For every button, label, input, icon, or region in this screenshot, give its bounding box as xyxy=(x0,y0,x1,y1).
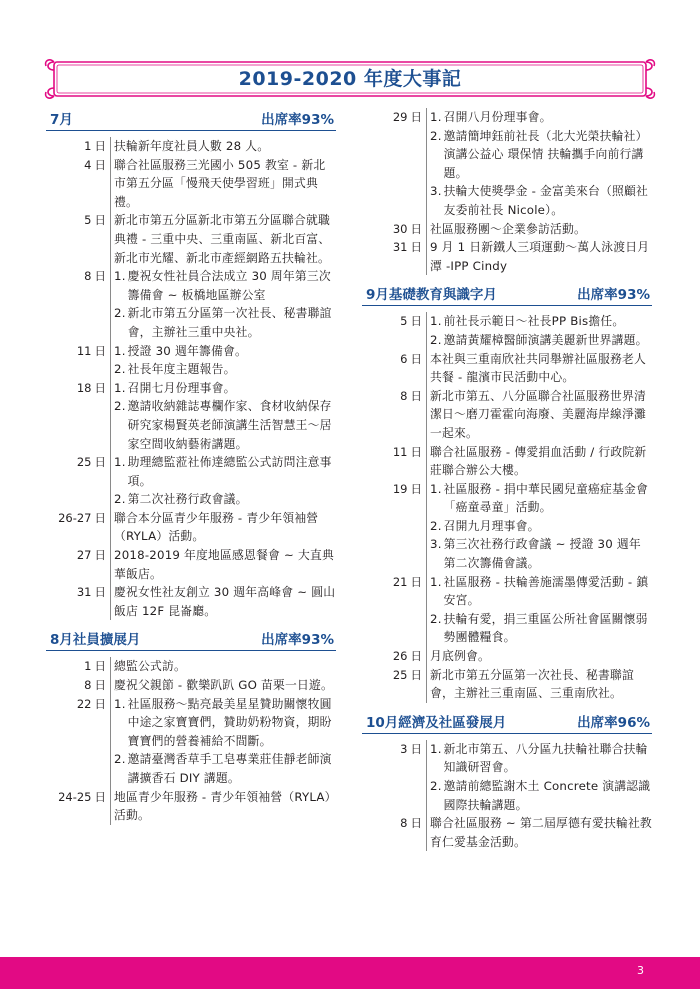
event-day-unit: 日 xyxy=(94,343,106,358)
event-day: 26-27 xyxy=(58,510,92,525)
event-date xyxy=(362,108,426,127)
event-sub-item xyxy=(430,517,652,536)
event-entry xyxy=(46,156,336,212)
event-date xyxy=(362,666,426,685)
event-sub-number: 2. xyxy=(430,518,442,533)
event-text: 本社與三重南欣社共同舉辦社區服務老人共餐 - 龍濱市民活動中心。 xyxy=(430,351,646,385)
event-sub-item xyxy=(114,490,336,509)
event-day: 8 xyxy=(400,388,408,403)
event-day-unit: 日 xyxy=(410,741,422,756)
event-sub-text: 扶輪有愛，捐三重區公所社會區關懷弱勢團體糧食。 xyxy=(443,611,648,645)
event-entry xyxy=(362,647,652,666)
event-entry xyxy=(46,657,336,676)
event-day: 5 xyxy=(400,314,408,329)
event-day-unit: 日 xyxy=(410,444,422,459)
event-entry xyxy=(46,546,336,583)
page-number: 3 xyxy=(637,964,644,977)
event-day: 25 xyxy=(76,455,92,470)
event-body xyxy=(110,676,336,695)
page-title: 2019-2020 年度大事記 xyxy=(238,68,462,90)
event-day: 11 xyxy=(76,343,92,358)
event-sub-number: 1. xyxy=(430,741,442,756)
event-sub-item xyxy=(430,610,652,647)
event-day: 19 xyxy=(392,481,408,496)
event-date xyxy=(46,211,110,230)
footer-bar xyxy=(0,957,700,989)
event-entry xyxy=(362,238,652,275)
event-text: 地區青少年服務 - 青少年領袖營（RYLA）活動。 xyxy=(114,789,331,823)
event-day: 21 xyxy=(392,574,408,589)
event-entry xyxy=(362,220,652,239)
section-title: 7月 xyxy=(50,112,73,128)
event-date xyxy=(46,267,110,286)
section-header xyxy=(362,711,652,734)
event-text: 月底例會。 xyxy=(430,649,490,664)
event-entry xyxy=(46,509,336,546)
event-day: 8 xyxy=(84,269,92,284)
event-sub-text: 社區服務 - 捐中華民國兒童癌症基金會「癌童尋童」活動。 xyxy=(443,481,648,515)
event-sub-text: 第二次社務行政會議。 xyxy=(127,492,248,507)
event-sub-number: 2. xyxy=(114,399,126,414)
event-day-unit: 日 xyxy=(410,649,422,664)
event-sub-item xyxy=(114,453,336,490)
event-date xyxy=(46,453,110,472)
event-body xyxy=(110,583,336,620)
event-day-unit: 日 xyxy=(94,380,106,395)
event-sub-number: 1. xyxy=(114,696,126,711)
event-date xyxy=(362,647,426,666)
event-sub-text: 社區服務 - 扶輪善施濡墨傳愛活動 - 鎮安宮。 xyxy=(443,574,649,608)
event-day: 25 xyxy=(392,667,408,682)
event-date xyxy=(362,350,426,369)
event-entry xyxy=(362,443,652,480)
event-sub-item xyxy=(430,535,652,572)
event-sub-item xyxy=(430,573,652,610)
entry-list xyxy=(362,740,652,852)
event-day: 4 xyxy=(84,157,92,172)
event-entry xyxy=(362,480,652,573)
event-sub-text: 授證 30 週年籌備會。 xyxy=(127,343,247,358)
event-entry xyxy=(46,267,336,341)
event-day-unit: 日 xyxy=(410,221,422,236)
entry-list xyxy=(362,108,652,275)
event-day: 22 xyxy=(76,696,92,711)
event-day: 29 xyxy=(392,110,408,124)
event-sub-number: 2. xyxy=(114,492,126,507)
event-sub-text: 邀請收納雜誌專欄作家、食材收納保存研究家楊賢英老師演講生活智慧王～居家空間收納藝術講題。 xyxy=(127,399,332,451)
attendance-rate: 出席率93% xyxy=(261,632,334,649)
event-date xyxy=(46,342,110,361)
event-day-unit: 日 xyxy=(94,269,106,284)
event-entry xyxy=(46,137,336,156)
event-day-unit: 日 xyxy=(410,351,422,366)
event-date xyxy=(362,480,426,499)
event-date xyxy=(46,657,110,676)
section-header xyxy=(46,108,336,131)
event-text: 聯合社區服務 ~ 第二屆厚德有愛扶輪社教育仁愛基金活動。 xyxy=(430,816,652,849)
attendance-rate: 出席率93% xyxy=(261,112,334,128)
event-sub-number: 1. xyxy=(114,343,126,358)
event-text: 總監公式訪。 xyxy=(114,659,186,674)
event-day-unit: 日 xyxy=(410,388,422,403)
event-sub-text: 新北市第五分區第一次社長、秘書聯誼會，主辦社三重中央社。 xyxy=(127,306,332,339)
event-text: 聯合本分區青少年服務 - 青少年領袖營（RYLA）活動。 xyxy=(114,510,319,544)
event-day: 31 xyxy=(76,585,92,600)
section-title: 10月經濟及社區發展月 xyxy=(366,714,507,731)
event-sub-item xyxy=(430,182,652,219)
event-entry xyxy=(362,666,652,703)
event-day-unit: 日 xyxy=(94,548,106,563)
event-body xyxy=(110,657,336,676)
event-sub-text: 第三次社務行政會議 ~ 授證 30 週年第二次籌備會議。 xyxy=(443,537,641,571)
event-text: 9 月 1 日新鐵人三項運動～萬人泳渡日月潭 -IPP Cindy xyxy=(430,240,650,273)
event-body xyxy=(110,788,336,825)
event-body xyxy=(426,647,652,666)
event-date xyxy=(362,387,426,406)
event-sub-number: 1. xyxy=(430,110,442,124)
event-sub-number: 3. xyxy=(430,537,442,552)
section-title: 9月基礎教育與識字月 xyxy=(366,287,497,304)
event-date xyxy=(362,220,426,239)
event-date xyxy=(362,573,426,592)
event-day: 1 xyxy=(84,659,92,674)
event-sub-number: 2. xyxy=(430,128,442,143)
event-day: 26 xyxy=(392,649,408,664)
event-body xyxy=(110,509,336,546)
event-day-unit: 日 xyxy=(94,455,106,470)
event-date xyxy=(362,740,426,759)
event-sub-item xyxy=(114,360,336,379)
attendance-rate: 出席率96% xyxy=(577,714,650,731)
event-text: 2018-2019 年度地區感恩餐會 ~ 大直典華飯店。 xyxy=(114,548,335,581)
event-sub-text: 社長年度主題報告。 xyxy=(127,362,236,377)
event-sub-text: 邀請前總監謝木土 Concrete 演講認識國際扶輪講題。 xyxy=(443,779,651,812)
event-sub-item xyxy=(114,695,336,751)
event-day-unit: 日 xyxy=(410,816,422,831)
event-body xyxy=(426,443,652,480)
event-text: 聯合社區服務 - 傳愛捐血活動 / 行政院新莊聯合辦公大樓。 xyxy=(430,444,647,478)
right-column xyxy=(362,108,652,851)
event-day: 1 xyxy=(84,139,92,153)
event-sub-text: 召開九月理事會。 xyxy=(443,518,540,533)
event-body xyxy=(110,211,336,267)
event-sub-number: 2. xyxy=(114,306,126,321)
event-sub-item xyxy=(114,342,336,361)
event-sub-number: 2. xyxy=(430,779,442,793)
entry-list xyxy=(46,137,336,620)
title-banner xyxy=(44,58,656,100)
event-day: 27 xyxy=(76,548,92,563)
event-body xyxy=(426,387,652,443)
event-body xyxy=(110,267,336,341)
event-sub-text: 慶祝女性社員合法成立 30 周年第三次籌備會 ~ 板橋地區辦公室 xyxy=(127,269,331,302)
event-date xyxy=(362,238,426,257)
event-date xyxy=(362,312,426,331)
event-sub-text: 前社長示範日～社長PP Bis擔任。 xyxy=(443,314,625,329)
event-entry xyxy=(46,788,336,825)
event-sub-text: 邀請簡坤鈺前社長（北大光榮扶輪社）演講公益心 環保情 扶輪攜手向前行講題。 xyxy=(443,128,648,180)
event-body xyxy=(426,814,652,851)
event-body xyxy=(110,137,336,156)
section-header xyxy=(362,283,652,306)
event-body xyxy=(426,666,652,703)
event-day-unit: 日 xyxy=(410,574,422,589)
event-date xyxy=(46,788,110,807)
event-day-unit: 日 xyxy=(94,678,106,693)
event-day-unit: 日 xyxy=(410,481,422,496)
section-title: 8月社員擴展月 xyxy=(50,632,141,649)
event-text: 新北市第五分區第一次社長、秘書聯誼會，主辦社三重南區、三重南欣社。 xyxy=(430,667,634,701)
event-sub-number: 3. xyxy=(430,184,442,199)
event-text: 新北市第五、八分區聯合社區服務世界清潔日～磨刀霍霍向海廢、美麗海岸線淨灘一起來。 xyxy=(430,388,646,440)
event-sub-item xyxy=(114,379,336,398)
event-day-unit: 日 xyxy=(410,667,422,682)
event-day-unit: 日 xyxy=(94,213,106,228)
event-date xyxy=(46,509,110,528)
event-entry xyxy=(46,342,336,379)
event-entry xyxy=(46,453,336,509)
event-sub-number: 2. xyxy=(430,332,442,347)
event-text: 慶祝父親節 - 歡樂趴趴 GO 苗栗一日遊。 xyxy=(114,678,334,693)
event-sub-item xyxy=(114,267,336,304)
event-entry xyxy=(362,387,652,443)
event-sub-number: 2. xyxy=(114,752,126,767)
event-day-unit: 日 xyxy=(94,510,106,525)
event-sub-item xyxy=(114,397,336,453)
event-day: 6 xyxy=(400,351,408,366)
event-sub-number: 1. xyxy=(114,380,126,395)
event-sub-text: 社區服務～點亮最美星星贊助關懷牧圓中途之家寶寶們，贊助奶粉物資，期盼寶寶們的營養補給不間斷。 xyxy=(127,696,332,748)
event-text: 慶祝女性社友創立 30 週年高峰會 ~ 圓山飯店 12F 昆崙廳。 xyxy=(114,585,336,618)
event-sub-number: 1. xyxy=(114,455,126,470)
event-entry xyxy=(362,350,652,387)
event-body xyxy=(426,238,652,275)
event-date xyxy=(46,137,110,156)
event-entry xyxy=(46,211,336,267)
event-body xyxy=(426,480,652,573)
event-sub-text: 新北市第五、八分區九扶輪社聯合扶輪知識研習會。 xyxy=(443,741,648,775)
event-date xyxy=(362,814,426,833)
event-body xyxy=(426,350,652,387)
event-body xyxy=(110,156,336,212)
event-day: 30 xyxy=(392,221,408,236)
event-date xyxy=(46,156,110,175)
event-body xyxy=(110,453,336,509)
event-sub-item xyxy=(430,108,652,127)
event-sub-number: 1. xyxy=(114,269,126,284)
event-sub-item xyxy=(430,480,652,517)
event-day-unit: 日 xyxy=(410,240,422,255)
event-date xyxy=(46,546,110,565)
event-body xyxy=(110,379,336,453)
event-day: 3 xyxy=(400,741,408,756)
event-sub-item xyxy=(430,777,652,814)
event-day-unit: 日 xyxy=(94,585,106,600)
event-sub-text: 召開八月份理事會。 xyxy=(443,110,552,124)
event-sub-number: 2. xyxy=(114,362,126,377)
event-body xyxy=(426,312,652,349)
event-sub-number: 1. xyxy=(430,481,442,496)
event-text: 扶輪新年度社員人數 28 人。 xyxy=(114,139,270,153)
event-body xyxy=(426,573,652,647)
event-sub-text: 邀請黃耀樟醫師演講美麗新世界講題。 xyxy=(443,332,648,347)
event-body xyxy=(426,220,652,239)
event-day-unit: 日 xyxy=(410,110,422,124)
event-sub-item xyxy=(430,312,652,331)
event-day: 5 xyxy=(84,213,92,228)
event-date xyxy=(46,695,110,714)
event-body xyxy=(110,342,336,379)
event-date xyxy=(46,379,110,398)
event-sub-number: 2. xyxy=(430,611,442,626)
entry-list xyxy=(46,657,336,824)
event-sub-item xyxy=(430,331,652,350)
event-entry xyxy=(362,740,652,814)
event-day-unit: 日 xyxy=(94,157,106,172)
event-entry xyxy=(46,583,336,620)
section-header xyxy=(46,628,336,651)
event-sub-item xyxy=(430,127,652,183)
event-day: 8 xyxy=(400,816,408,831)
event-entry xyxy=(46,695,336,788)
event-day-unit: 日 xyxy=(94,789,106,804)
event-day: 31 xyxy=(392,240,408,255)
event-day: 24-25 xyxy=(58,789,92,804)
event-entry xyxy=(362,573,652,647)
event-date xyxy=(46,583,110,602)
event-day: 8 xyxy=(84,678,92,693)
event-day: 18 xyxy=(76,380,92,395)
event-sub-item xyxy=(114,750,336,787)
event-entry xyxy=(362,814,652,851)
event-entry xyxy=(362,108,652,220)
event-sub-text: 扶輪大使獎學金 - 金富美來台（照顧社友委前社長 Nicole）。 xyxy=(443,184,648,217)
left-column xyxy=(46,108,336,825)
event-day-unit: 日 xyxy=(410,314,422,329)
event-sub-text: 助理總監蒞社佈達總監公式訪問注意事項。 xyxy=(127,455,332,488)
event-text: 社區服務團～企業參訪活動。 xyxy=(430,221,586,236)
event-text: 新北市第五分區新北市第五分區聯合就職典禮 - 三重中央、三重南區、新北百富、新北市光耀、新北市產經網路五扶輪社。 xyxy=(114,213,331,265)
event-body xyxy=(426,740,652,814)
event-sub-text: 召開七月份理事會。 xyxy=(127,380,236,395)
event-day-unit: 日 xyxy=(94,659,106,674)
event-sub-number: 1. xyxy=(430,574,442,589)
event-sub-item xyxy=(430,740,652,777)
event-body xyxy=(110,546,336,583)
event-sub-text: 邀請臺灣香草手工皂專業莊佳靜老師演講擴香石 DIY 講題。 xyxy=(127,752,332,785)
event-entry xyxy=(46,676,336,695)
event-date xyxy=(46,676,110,695)
event-sub-number: 1. xyxy=(430,314,442,329)
event-day: 11 xyxy=(392,444,408,459)
event-text: 聯合社區服務三光國小 505 教室 - 新北市第五分區「慢飛天使學習班」開式典禮。 xyxy=(114,157,326,209)
event-date xyxy=(362,443,426,462)
event-day-unit: 日 xyxy=(94,696,106,711)
attendance-rate: 出席率93% xyxy=(577,287,650,304)
entry-list xyxy=(362,312,652,702)
event-body xyxy=(426,108,652,220)
event-body xyxy=(110,695,336,788)
event-entry xyxy=(362,312,652,349)
event-day-unit: 日 xyxy=(94,139,106,153)
event-sub-item xyxy=(114,304,336,341)
event-entry xyxy=(46,379,336,453)
